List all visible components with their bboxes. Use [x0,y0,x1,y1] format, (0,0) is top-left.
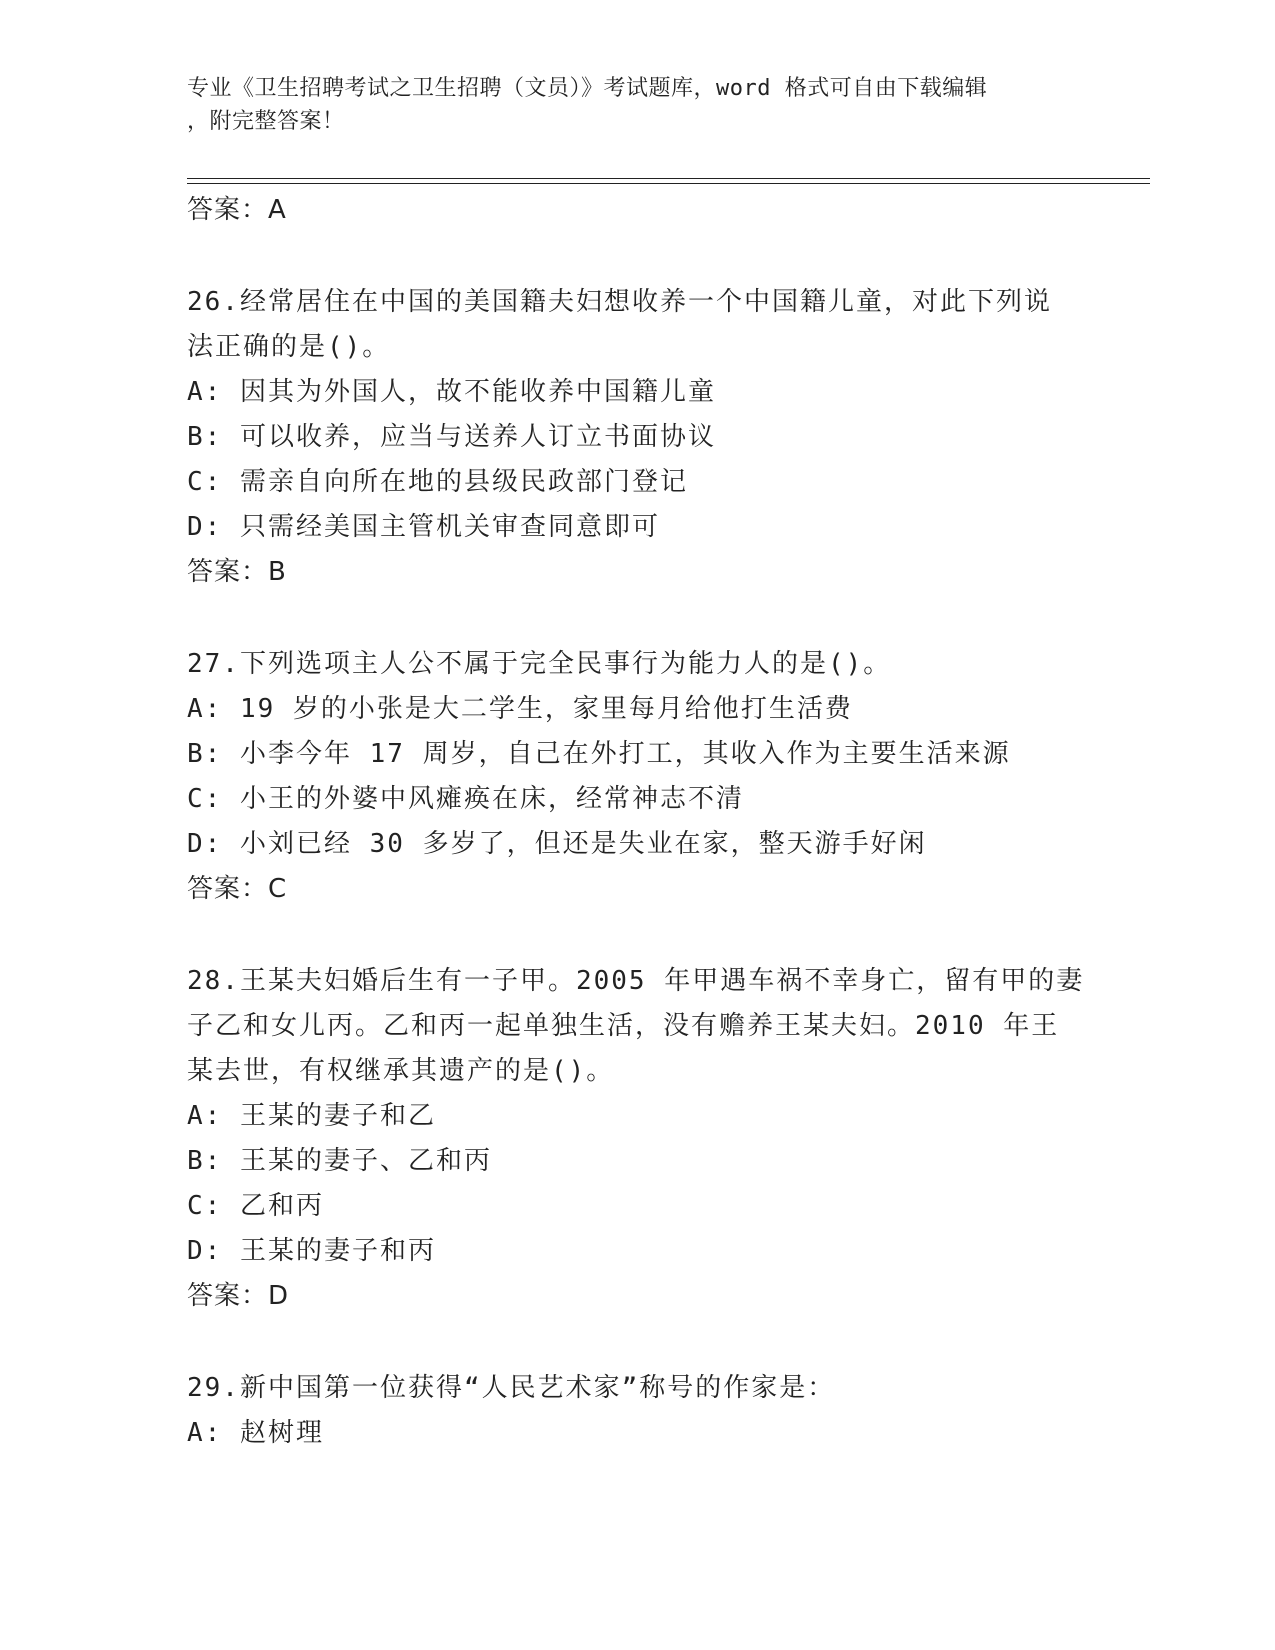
question-29 [187,1366,1087,1456]
option-a: A: 19 岁的小张是大二学生，家里每月给他打生活费 [187,694,853,724]
question-text-line: 某去世，有权继承其遗产的是()。 [187,1056,615,1086]
option-c: C: 小王的外婆中风瘫痪在床，经常神志不清 [187,784,744,814]
option-a: A: 因其为外国人，故不能收养中国籍儿童 [187,377,716,407]
document-header [187,72,1067,138]
option-b: B: 小李今年 17 周岁，自己在外打工，其收入作为主要生活来源 [187,739,1011,769]
previous-answer: 答案：A [187,195,287,225]
question-text-line: 27.下列选项主人公不属于完全民事行为能力人的是()。 [187,649,892,679]
answer-line: 答案：C [187,874,288,904]
question-text-line: 28.王某夫妇婚后生有一子甲。2005 年甲遇车祸不幸身亡，留有甲的妻 [187,966,1085,996]
option-c: C: 乙和丙 [187,1191,324,1221]
question-text-line: 法正确的是()。 [187,332,391,362]
header-divider-bottom [187,183,1150,184]
header-divider-top [187,178,1150,179]
option-a: A: 赵树理 [187,1418,324,1448]
question-text-line: 26.经常居住在中国的美国籍夫妇想收养一个中国籍儿童，对此下列说 [187,287,1052,317]
header-line-2: ，附完整答案！ [187,109,345,134]
option-d: D: 王某的妻子和丙 [187,1236,436,1266]
question-27 [187,642,1087,912]
option-d: D: 只需经美国主管机关审查同意即可 [187,512,660,542]
option-c: C: 需亲自向所在地的县级民政部门登记 [187,467,688,497]
question-26 [187,280,1087,595]
option-a: A: 王某的妻子和乙 [187,1101,436,1131]
question-text-line: 子乙和女儿丙。乙和丙一起单独生活，没有赡养王某夫妇。2010 年王 [187,1011,1060,1041]
question-list [187,188,1087,1456]
header-line-1: 专业《卫生招聘考试之卫生招聘（文员）》考试题库，word 格式可自由下载编辑 [187,76,988,101]
answer-line: 答案：B [187,557,287,587]
question-text-line: 29.新中国第一位获得“人民艺术家”称号的作家是： [187,1373,836,1403]
option-b: B: 王某的妻子、乙和丙 [187,1146,492,1176]
question-28 [187,959,1087,1319]
option-d: D: 小刘已经 30 多岁了，但还是失业在家，整天游手好闲 [187,829,927,859]
option-b: B: 可以收养，应当与送养人订立书面协议 [187,422,716,452]
answer-line: 答案：D [187,1281,290,1311]
